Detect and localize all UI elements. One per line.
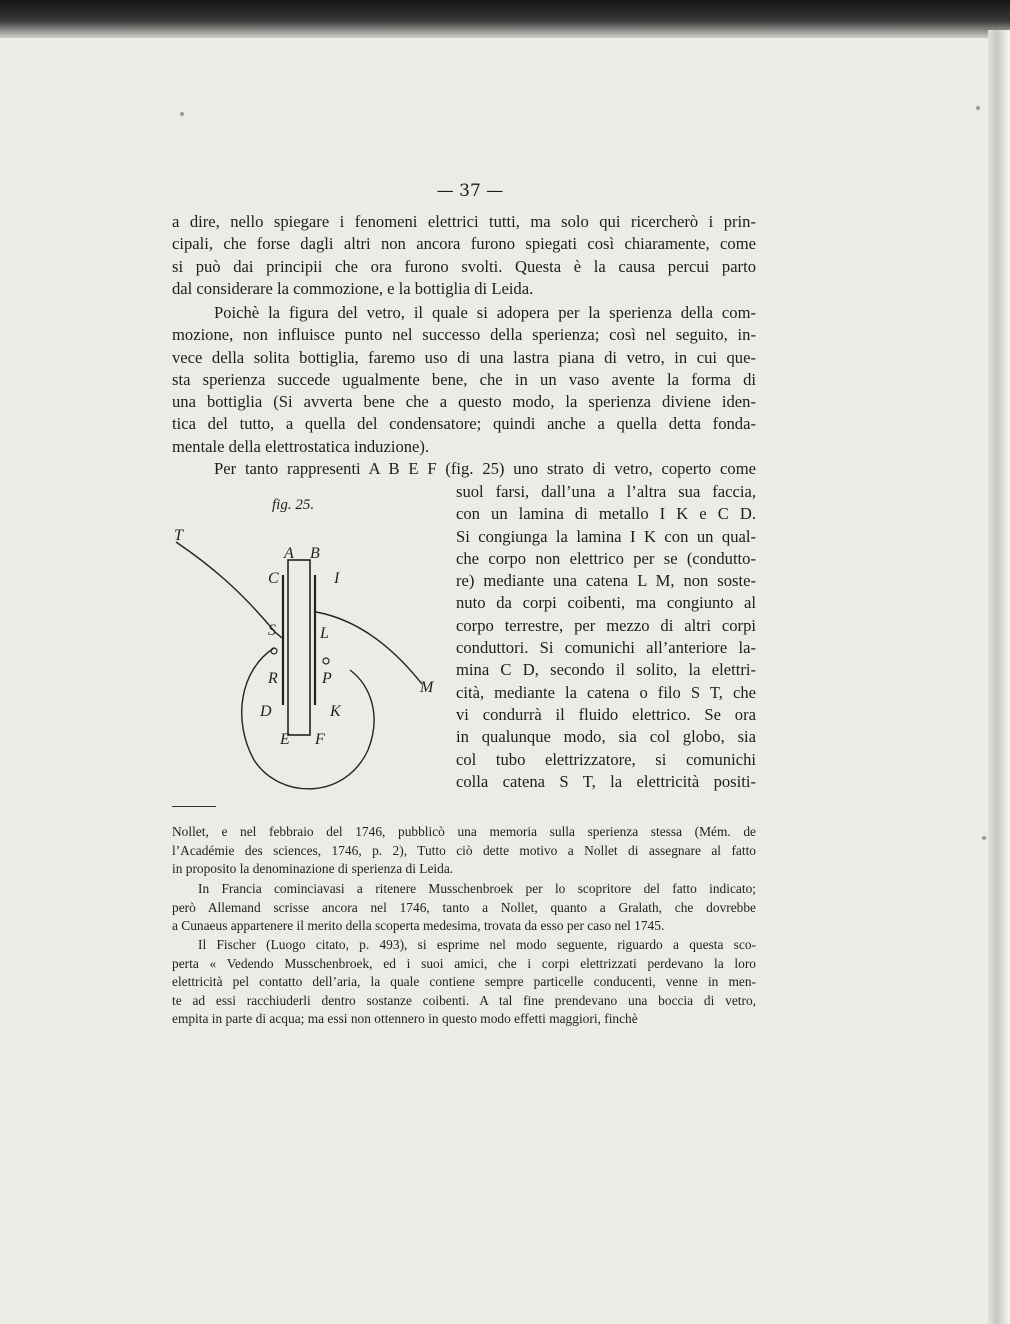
label-k: K [330,703,341,720]
text-line: vi condurrà il fluido elettrico. Se ora [456,704,756,724]
note-line: perta « Vedendo Musschenbroek, ed i suoi amici, che i corpi elettrizzati perdevano la loro [172,955,756,971]
text-line: dal considerare la commozione, e la bottiglia di Leida. [172,278,534,298]
text-line: Si congiunga la lamina I K con un qual- [456,526,756,546]
text-line: Per tanto rappresenti A B E F (fig. 25) uno strato di vetro, coperto come [214,459,756,478]
label-r: R [268,670,278,687]
label-f: F [315,731,325,748]
text-line: suol farsi, dall’una a l’altra sua faccia, [456,482,756,501]
ring-r [271,648,277,654]
text-line: mozione, non influisce punto nel successo della sperienza; così nel seguito, in- [172,325,756,345]
label-i: I [334,570,340,587]
text-line: re) mediante una catena L M, non soste- [456,571,756,591]
text-line: conduttori. Si comunichi all’anteriore la- [456,638,756,658]
text-line: con un lamina di metallo I K e C D. [456,504,756,524]
paragraph-1 [172,211,756,300]
paper-speck [982,836,986,840]
note-line: elettricità pel contatto dell’aria, la quale contiene sempre particelle conducenti, venne in men- [172,974,756,990]
note-line: empita in parte di acqua; ma essi non ottennero in questo modo effetti maggiori, finchè [172,1011,638,1027]
text-line: col tubo elettrizzatore, si comunichi [456,749,756,769]
note-line: te ad essi racchiuderli dentro sostanze coibenti. A tal fine prendevano una boccia di vetro, [172,992,756,1008]
label-p: P [322,670,332,687]
text-line: mina C D, secondo il solito, la elettri- [456,660,756,680]
text-line: sta sperienza succede ugualmente bene, che in un vaso avente la forma di [172,369,756,389]
text-line: mentale della elettrostatica induzione). [172,436,430,456]
text-line: cità, mediante la catena o filo S T, che [456,682,756,702]
text-line: corpo terrestre, per mezzo di altri corpi [456,615,756,635]
label-m: M [420,679,434,696]
text-line: vece della solita bottiglia, faremo uso di una lastra piana di vetro, in cui que- [172,347,756,367]
page-number: 37 [459,181,481,201]
text-line: colla catena S T, la elettricità positi- [456,771,756,791]
text-line: cipali, che forse dagli altri non ancora furono spiegati così chiaramente, come [172,234,756,254]
binding-shadow-top [0,0,1010,38]
text-line: che corpo non elettrico per se (condutto- [456,548,756,568]
page-edge-right [988,30,1010,1324]
text-line: si può dai principii che ora furono svolti. Questa è la causa percui parto [172,256,756,276]
note-line: l’Académie des sciences, 1746, p. 2), Tutto ciò dette motivo a Nollet di assegnare al fatto [172,842,756,858]
label-d: D [260,703,272,720]
note-line: in proposito la denominazione di sperienza di Leida. [172,861,454,877]
label-b: B [310,545,320,562]
label-l: L [320,625,329,642]
label-e: E [280,731,290,748]
label-t: T [174,527,183,544]
text-line: una bottiglia (Si avverta bene che a questo modo, la sperienza diviene iden- [172,392,756,412]
text-line: in qualunque modo, sia col globo, sia [456,727,756,747]
glass-plate [288,560,310,735]
paragraph-3 [172,458,756,480]
paper-speck [180,112,184,116]
note-line: Nollet, e nel febbraio del 1746, pubblicò una memoria sulla sperienza stessa (Mém. de [172,824,756,839]
chain-lm [316,612,422,684]
paragraph-3-side-column [456,481,756,793]
footnote-1 [172,823,756,879]
text-line: tica del tutto, a quella del condensatore; quindi anche a quella detta fonda- [172,414,756,434]
ring-p [323,658,329,664]
note-line: Il Fischer (Luogo citato, p. 493), si esprime nel modo seguente, riguardo a questa sco- [198,937,756,952]
text-line: a dire, nello spiegare i fenomeni elettrici tutti, ma solo qui ricercherò i prin- [172,212,756,231]
label-c: C [268,570,279,587]
footnote-3 [172,936,756,1029]
page-header: — 37 — [436,181,504,201]
label-a: A [284,545,294,562]
paper-speck [976,106,980,110]
note-line: In Francia cominciavasi a ritenere Musschenbroek per lo scopritore del fatto indicato; [198,881,756,896]
note-line: però Allemand scrisse ancora nel 1746, tanto a Nollet, quanto a Gralath, che dovrebbe [172,899,756,915]
paragraph-2 [172,302,756,458]
leyden-plate-diagram [170,520,450,800]
label-s: S [268,622,276,639]
text-line: Poichè la figura del vetro, il quale si adopera per la sperienza della com- [214,303,756,322]
wire-st [176,542,282,638]
text-line: nuto da corpi coibenti, ma congiunto al [456,593,756,613]
footnote-rule [172,806,216,807]
figure-caption: fig. 25. [272,497,315,513]
footnote-2 [172,880,756,936]
note-line: a Cunaeus appartenere il merito della scoperta medesima, trovata da esso per caso nel 1745. [172,918,665,934]
